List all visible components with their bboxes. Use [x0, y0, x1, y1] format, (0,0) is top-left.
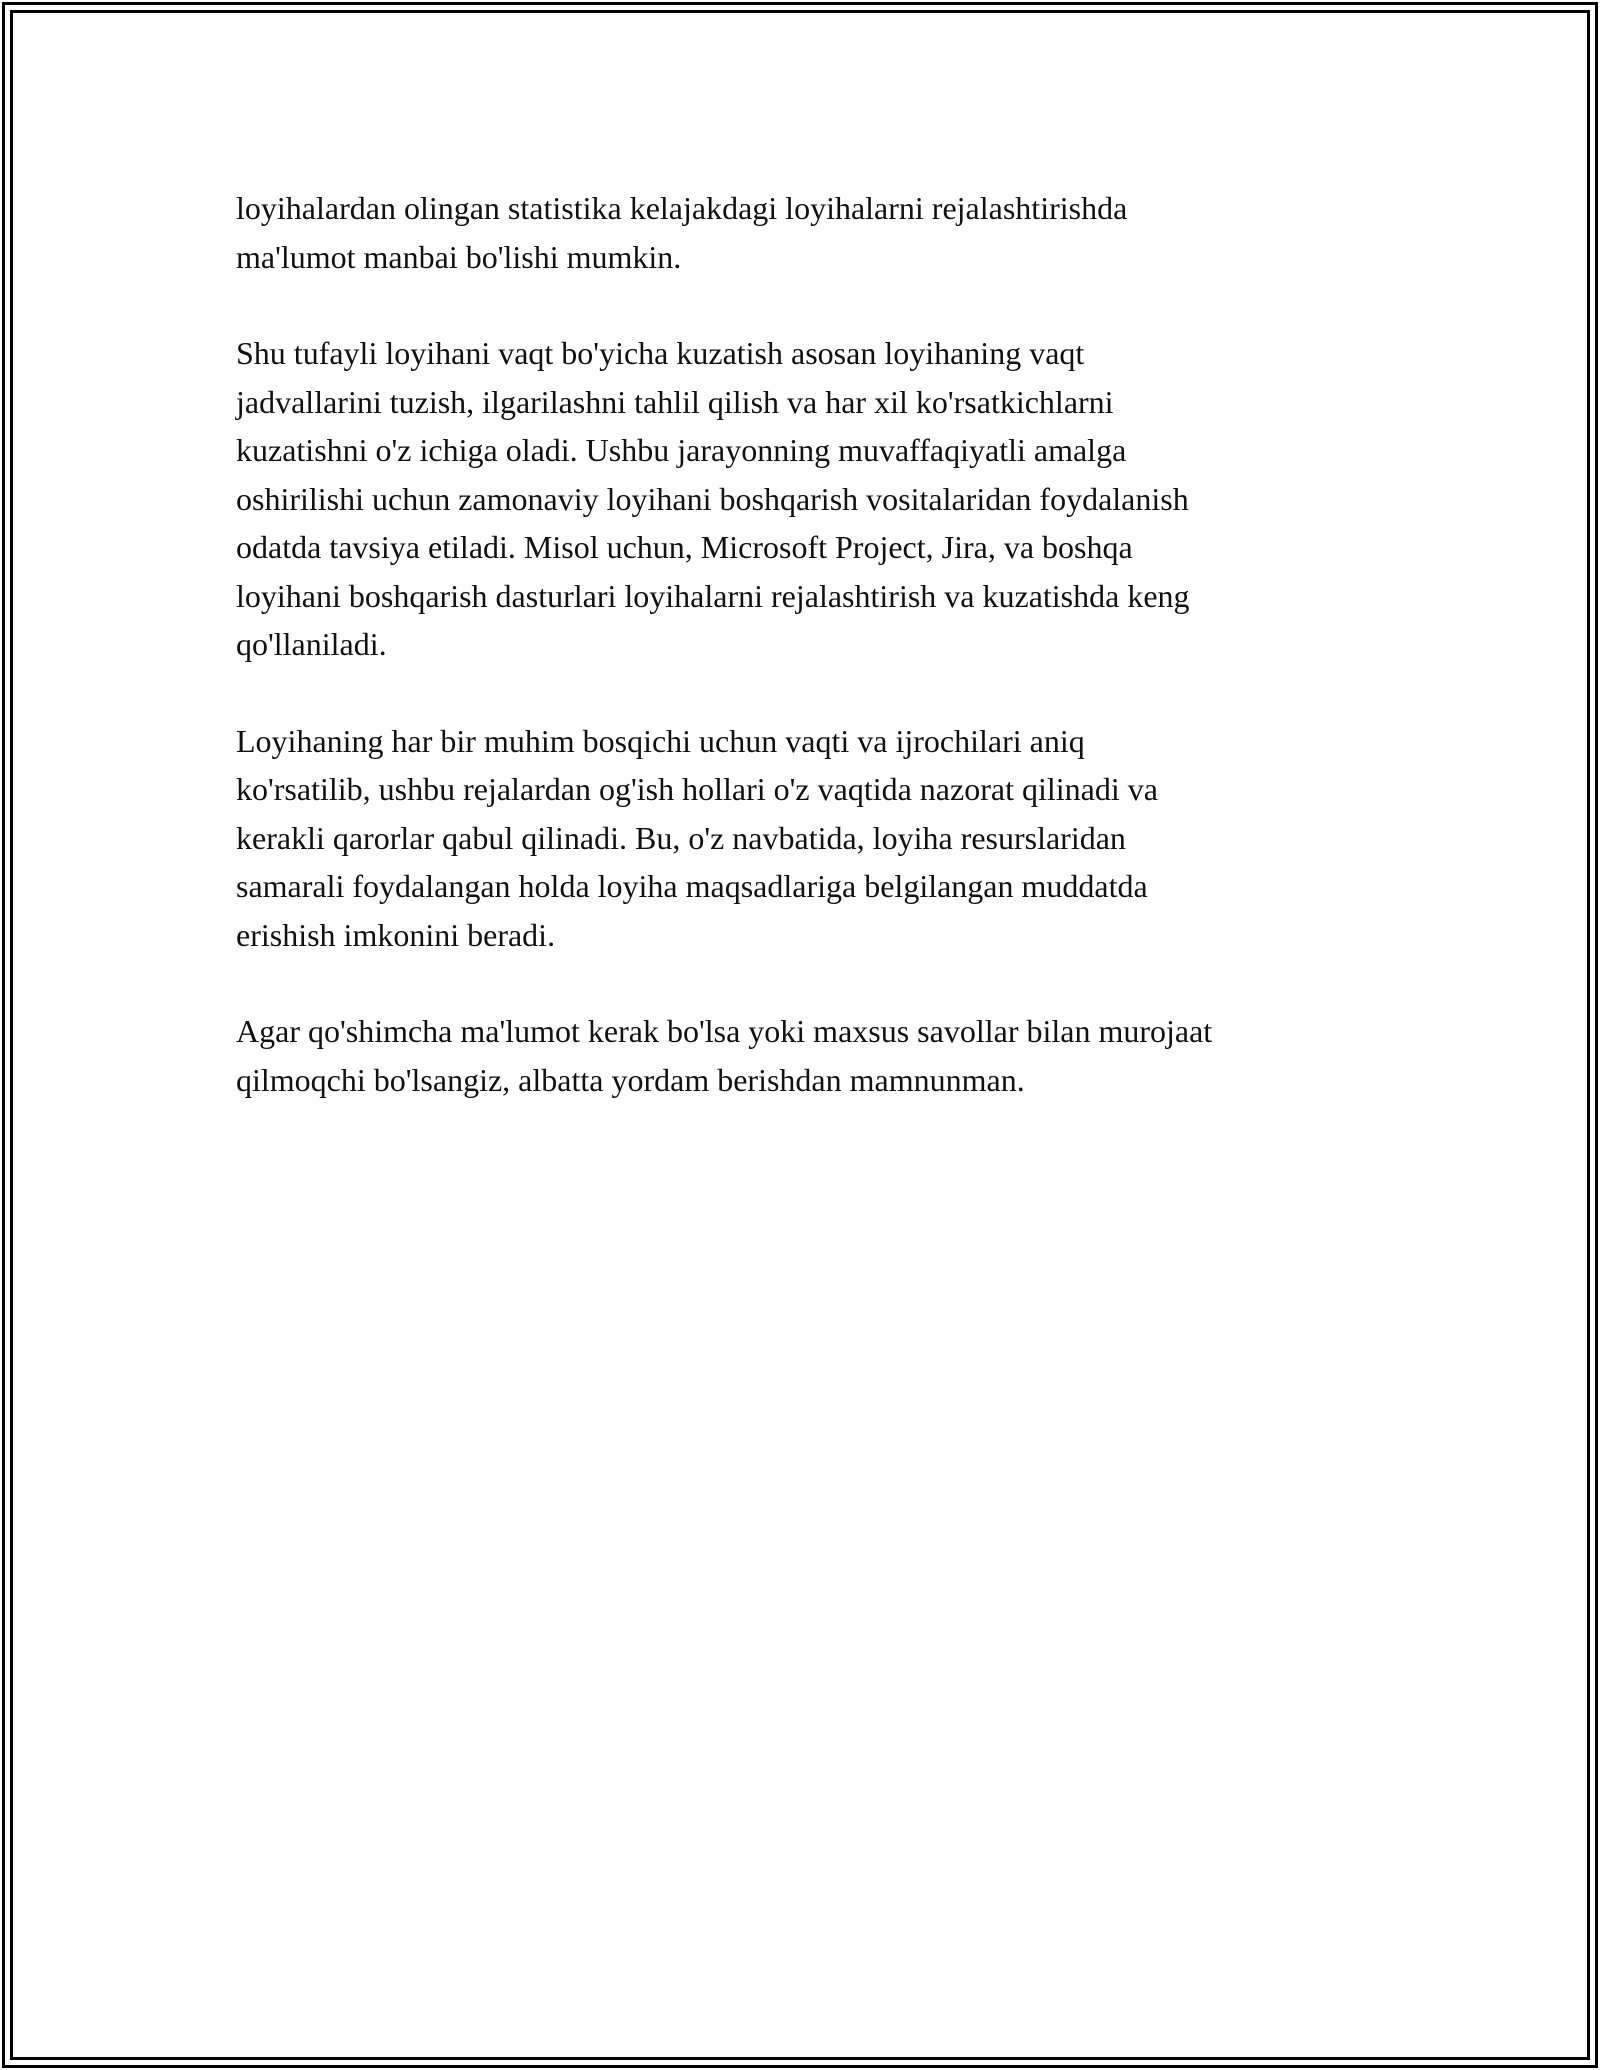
paragraph-1: loyihalardan olingan statistika kelajakdagi loyihalarni rejalashtirishda ma'lumot manbai bo'lishi mumkin. — [236, 190, 1128, 275]
document-body — [236, 184, 1376, 1152]
paragraph-2: Shu tufayli loyihani vaqt bo'yicha kuzatish asosan loyihaning vaqt jadvallarini tuzish, ilgarilashni tahlil qilish va har xil ko'rsatkichlarni kuzatishni o'z ichiga oladi. Ushbu jarayonning muvaffaqiyatli amalga oshirilishi uchun zamonaviy loyihani boshqarish vositalaridan foydalanish odatda tavsiya etiladi. Misol uchun, Microsoft Project, Jira, va boshqa loyihani boshqarish dasturlari loyihalarni rejalashtirish va kuzatishda keng qo'llaniladi. — [236, 335, 1190, 662]
paragraph-4: Agar qo'shimcha ma'lumot kerak bo'lsa yoki maxsus savollar bilan murojaat qilmoqchi bo'lsangiz, albatta yordam berishdan mamnunman. — [236, 1013, 1213, 1098]
paragraph-3: Loyihaning har bir muhim bosqichi uchun vaqti va ijrochilari aniq ko'rsatilib, ushbu rejalardan og'ish hollari o'z vaqtida nazorat qilinadi va kerakli qarorlar qabul qilinadi. Bu, o'z navbatida, loyiha resurslaridan samarali foydalangan holda loyiha maqsadlariga belgilangan muddatda erishish imkonini beradi. — [236, 722, 1158, 953]
